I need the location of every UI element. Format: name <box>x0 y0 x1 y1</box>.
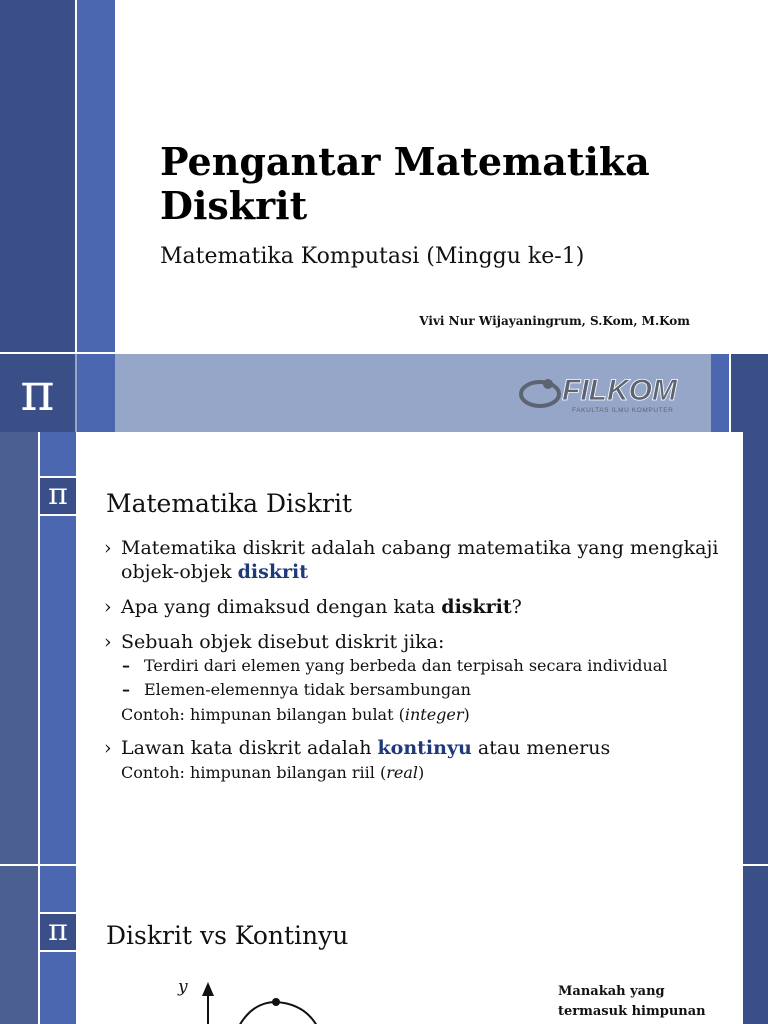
title-slide <box>0 0 768 432</box>
dash-marker: – <box>122 680 130 699</box>
author-name: Vivi Nur Wijayaningrum, S.Kom, M.Kom <box>419 314 690 328</box>
bullet-marker: › <box>104 631 112 653</box>
side-note: Manakah yang termasuk himpunan <box>558 984 706 1019</box>
pi-box-divider <box>40 950 76 952</box>
slide-title: Diskrit vs Kontinyu <box>106 921 349 950</box>
dash-marker: – <box>122 656 130 675</box>
right-band <box>743 432 768 864</box>
left-band-dark <box>0 866 38 1024</box>
example-term: integer <box>404 705 464 724</box>
example-end: ) <box>463 705 470 724</box>
example-text <box>104 702 734 728</box>
pi-icon: π <box>20 363 55 423</box>
example-label: Contoh: himpunan bilangan riil ( <box>121 763 387 782</box>
example-text <box>104 760 734 786</box>
sub-bullet-item <box>104 654 734 678</box>
bullet-text: Sebuah objek disebut diskrit jika: <box>121 631 445 653</box>
footer-band-mid <box>77 354 115 432</box>
bullet-list <box>104 536 734 794</box>
slide-subtitle: Matematika Komputasi (Minggu ke-1) <box>160 244 585 269</box>
bullet-text: Lawan kata diskrit adalah <box>121 737 378 759</box>
bullet-item <box>104 630 734 654</box>
filkom-logo <box>518 370 698 416</box>
bullet-marker: › <box>104 737 112 759</box>
example-term: real <box>386 763 418 782</box>
graph-figure <box>170 972 330 1024</box>
example-end: ) <box>418 763 425 782</box>
pi-icon: π <box>40 478 76 514</box>
slide-title: Pengantar Matematika Diskrit <box>160 139 650 228</box>
curve-point <box>272 998 280 1006</box>
bullet-text-end: ? <box>511 596 522 618</box>
bullet-item <box>104 736 734 760</box>
bullet-accent: kontinyu <box>377 737 472 759</box>
slide-title: Matematika Diskrit <box>106 489 353 518</box>
left-band-dark <box>0 432 38 864</box>
bullet-text: Matematika diskrit adalah cabang matematika yang mengkaji objek-objek <box>121 537 719 583</box>
sub-bullet-text: Terdiri dari elemen yang berbeda dan terpisah secara individual <box>144 656 668 675</box>
content-slide-diskrit-vs-kontinyu <box>0 866 768 1024</box>
sub-bullet-text: Elemen-elemennya tidak bersambungan <box>144 680 471 699</box>
footer-right-band-dark <box>731 354 768 432</box>
footer-right-band-mid <box>711 354 729 432</box>
bullet-marker: › <box>104 596 112 618</box>
example-label: Contoh: himpunan bilangan bulat ( <box>121 705 405 724</box>
bullet-accent: diskrit <box>237 561 309 583</box>
sub-bullet-item <box>104 678 734 702</box>
y-axis-label: y <box>178 977 188 997</box>
logo-dot-icon <box>543 379 553 389</box>
logo-swoosh-icon <box>521 382 559 406</box>
y-axis-arrow-icon <box>202 982 214 996</box>
bullet-text: Apa yang dimaksud dengan kata <box>121 596 442 618</box>
bullet-text-end: atau menerus <box>471 737 611 759</box>
bullet-marker: › <box>104 537 112 559</box>
right-band <box>743 866 768 1024</box>
bullet-bold: diskrit <box>441 596 512 618</box>
pi-box-divider <box>40 514 76 516</box>
bullet-item <box>104 536 734 584</box>
pi-icon: π <box>40 914 76 950</box>
logo-text: FILKOM <box>562 374 677 407</box>
bullet-item <box>104 595 734 619</box>
logo-subtext: FAKULTAS ILMU KOMPUTER <box>572 407 674 414</box>
content-slide-matematika-diskrit <box>0 432 768 864</box>
